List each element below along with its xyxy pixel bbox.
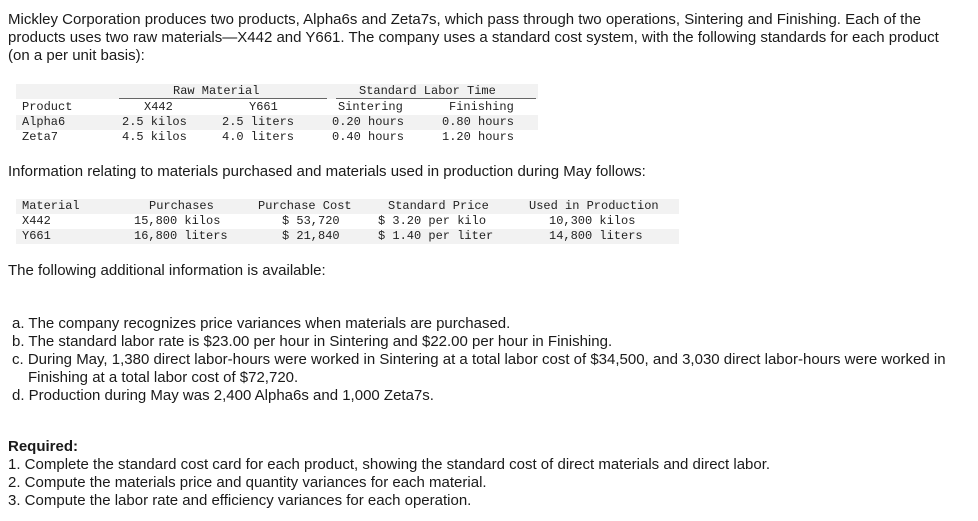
table-row-used: 10,300 kilos	[549, 214, 636, 228]
table-row-used: 14,800 liters	[549, 229, 643, 243]
materials-table	[16, 198, 679, 246]
table-row-x442: 4.5 kilos	[122, 130, 187, 144]
table-row-material: X442	[22, 214, 51, 228]
list-item: 2. Compute the materials price and quantity variances for each material.	[8, 474, 487, 491]
table-row-product: Alpha6	[22, 115, 66, 129]
standards-table	[16, 84, 538, 147]
required-title: Required:	[8, 438, 79, 455]
col-material: Material	[22, 199, 80, 213]
table-row-product: Zeta7	[22, 130, 59, 144]
additional-intro: The following additional information is available:	[8, 262, 326, 279]
table-row-finishing: 1.20 hours	[442, 130, 515, 144]
col-standard-price: Standard Price	[388, 199, 489, 213]
table-row-finishing: 0.80 hours	[442, 115, 515, 129]
table-row-y661: 2.5 liters	[222, 115, 295, 129]
col-finishing: Finishing	[449, 100, 514, 114]
list-item: c. During May, 1,380 direct labor-hours were worked in Sintering at a total labor cost of $34,500, and 3,030 direct labor-hours were worked in Finishing at a total labor cost of $72,720.	[12, 351, 946, 386]
table-row-y661: 4.0 liters	[222, 130, 295, 144]
table-row-price: $ 3.20 per kilo	[378, 214, 487, 228]
table-row-sintering: 0.20 hours	[332, 115, 405, 129]
table-row-purchases: 16,800 liters	[134, 229, 228, 243]
col-purchase-cost: Purchase Cost	[258, 199, 352, 213]
list-item: 1. Complete the standard cost card for each product, showing the standard cost of direct materials and direct labor.	[8, 456, 771, 473]
list-item: a. The company recognizes price variances when materials are purchased.	[12, 315, 511, 332]
col-y661: Y661	[249, 100, 278, 114]
table-row-x442: 2.5 kilos	[122, 115, 187, 129]
materials-intro: Information relating to materials purchased and materials used in production during May follows:	[8, 163, 646, 180]
table-row-cost: $ 53,720	[282, 214, 340, 228]
table-row-material: Y661	[22, 229, 51, 243]
col-purchases: Purchases	[149, 199, 214, 213]
additional-info-list	[12, 315, 952, 405]
table-row-price: $ 1.40 per liter	[378, 229, 494, 243]
table-row-purchases: 15,800 kilos	[134, 214, 221, 228]
table-row-sintering: 0.40 hours	[332, 130, 405, 144]
list-item: d. Production during May was 2,400 Alpha6s and 1,000 Zeta7s.	[12, 387, 434, 404]
col-x442: X442	[144, 100, 173, 114]
required-section	[8, 438, 963, 510]
group-raw-material: Raw Material	[173, 84, 260, 98]
group-labor-time: Standard Labor Time	[359, 84, 496, 98]
list-item: 3. Compute the labor rate and efficiency variances for each operation.	[8, 492, 472, 509]
list-item: b. The standard labor rate is $23.00 per hour in Sintering and $22.00 per hour in Finishing.	[12, 333, 613, 350]
col-product: Product	[22, 100, 73, 114]
col-sintering: Sintering	[338, 100, 403, 114]
col-used-in-production: Used in Production	[529, 199, 659, 213]
problem-intro: Mickley Corporation produces two products, Alpha6s and Zeta7s, which pass through two operations, Sintering and Finishing. Each of the products uses two raw materials—X442 and Y661. The company uses a standard cost system, with the following standards for each product (on a per unit basis):	[8, 11, 939, 64]
table-row-cost: $ 21,840	[282, 229, 340, 243]
